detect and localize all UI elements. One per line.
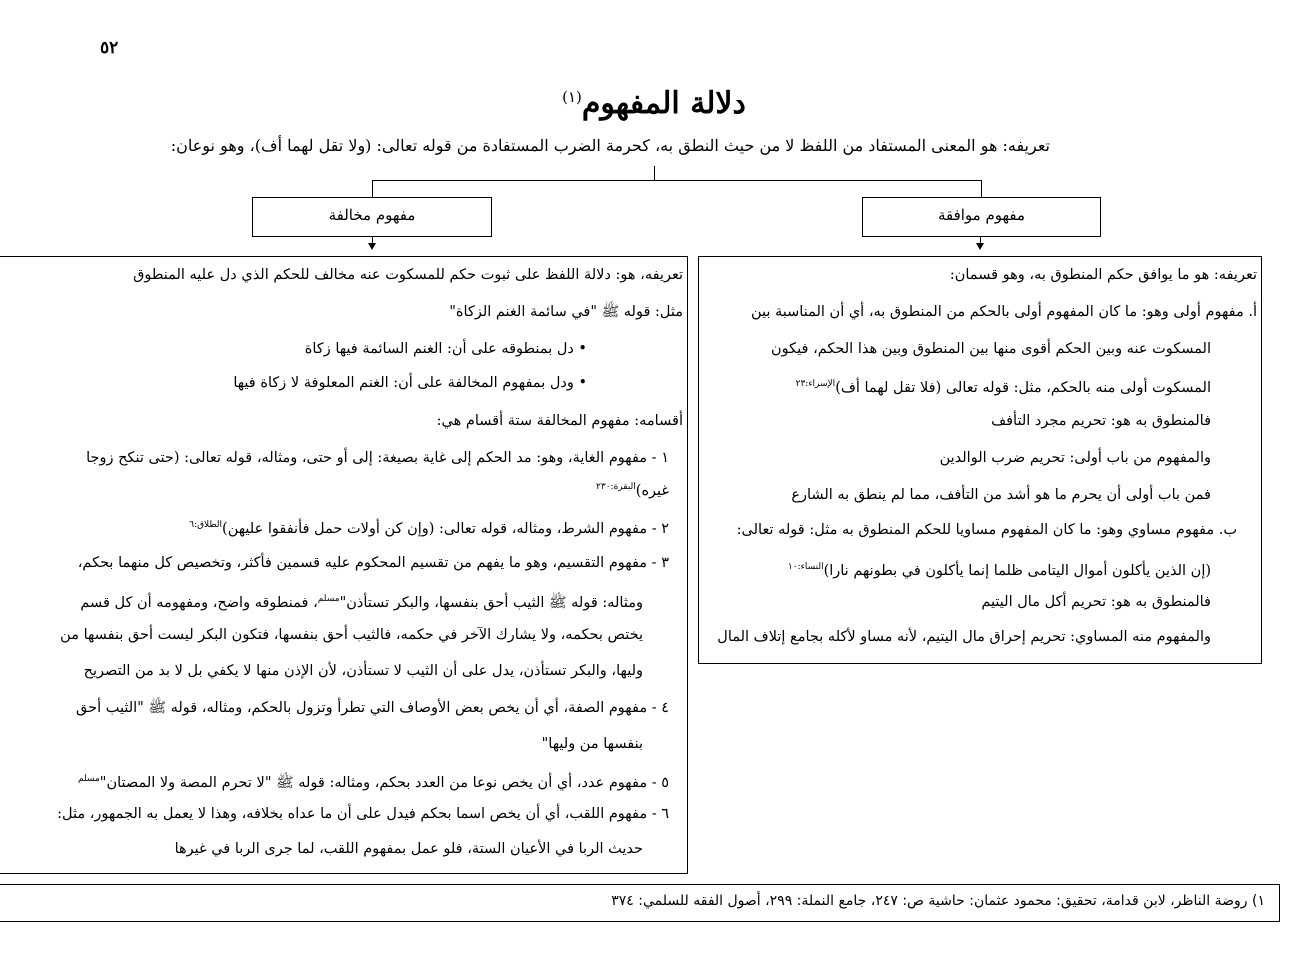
page-number: ٥٢ (100, 38, 119, 58)
mukhalafa-line: غيره)$^{البقرة:٢٣٠}$ (596, 482, 669, 499)
muwafaqa-line: المسكوت أولى منه بالحكم، مثل: قوله تعالى (فلا تقل لهما أف)$^{الإسراء:٢٣}$ (795, 379, 1211, 396)
mukhalafa-header-box (252, 197, 492, 237)
mukhalafa-line: يختص بحكمه، ولا يشارك الآخر في حكمه، فالثيب أحق بنفسها، فتكون البكر ليست أحق بنفسها من (60, 627, 643, 643)
mukhalafa-line: ١ - مفهوم الغاية، وهو: مد الحكم إلى غاية بصيغة: إلى أو حتى، ومثاله، قوله تعالى: (حتى تنكح زوجا (86, 450, 669, 466)
muwafaqa-line: ب. مفهوم مساوي وهو: ما كان المفهوم مساويا للحكم المنطوق به مثل: قوله تعالى: (736, 522, 1237, 538)
muwafaqa-panel (698, 256, 1262, 664)
mukhalafa-line: ومثاله: قوله ﷺ الثيب أحق بنفسها، والبكر تستأذن"$^{مسلم}$، فمنطوقه واضح، ومفهومه أن كل قسم (80, 594, 643, 611)
muwafaqa-header-box (862, 197, 1101, 237)
muwafaqa-header-label: مفهوم موافقة (937, 206, 1026, 224)
page-title (0, 86, 1308, 121)
mukhalafa-arrow-icon (368, 243, 376, 250)
mukhalafa-bullet: • دل بمنطوقه على أن: الغنم السائمة فيها زكاة (304, 341, 587, 357)
muwafaqa-line: والمفهوم من باب أولى: تحريم ضرب الوالدين (939, 450, 1211, 466)
title-text: دلالة المفهوم (581, 86, 746, 121)
mukhalafa-line: ٤ - مفهوم الصفة، أي أن يخص بعض الأوصاف التي تطرأ وتزول بالحكم، ومثاله، قوله ﷺ "الثيب أحق (76, 700, 669, 716)
connector-stem (654, 166, 655, 180)
footnote-box (0, 884, 1280, 922)
muwafaqa-line: أ. مفهوم أولى وهو: ما كان المفهوم أولى بالحكم من المنطوق به، أي أن المناسبة بين (750, 304, 1257, 320)
mukhalafa-line: ٣ - مفهوم التقسيم، وهو ما يفهم من تقسيم المحكوم عليه قسمين فأكثر، وتخصيص كل منهما بحكم، (77, 555, 669, 571)
muwafaqa-line: فمن باب أولى أن يحرم ما هو أشد من التأفف، مما لم ينطق به الشارع (791, 487, 1211, 503)
muwafaqa-line: تعريفه: هو ما يوافق حكم المنطوق به، وهو قسمان: (949, 267, 1257, 283)
mukhalafa-line: تعريفه، هو: دلالة اللفظ على ثبوت حكم للمسكوت عنه مخالف للحكم الذي دل عليه المنطوق (133, 267, 683, 283)
connector-bar (372, 180, 982, 181)
muwafaqa-arrow-icon (976, 243, 984, 250)
mukhalafa-line: ٢ - مفهوم الشرط، ومثاله، قوله تعالى: (وإن كن أولات حمل فأنفقوا عليهن)$^{الطلاق:٦}$ (189, 520, 669, 537)
mukhalafa-header-label: مفهوم مخالفة (328, 206, 416, 224)
muwafaqa-line: المسكوت عنه وبين الحكم أقوى منها بين المنطوق وبين هذا الحكم، فيكون (771, 341, 1211, 357)
muwafaqa-line: فالمنطوق به هو: تحريم أكل مال اليتيم (981, 594, 1211, 610)
mukhalafa-line: ٦ - مفهوم اللقب، أي أن يخص اسما بحكم فيدل على أن ما عداه بخلافه، وهذا لا يعمل به الجمهور، مثل: (57, 806, 669, 822)
mukhalafa-line: أقسامه: مفهوم المخالفة ستة أقسام هي: (436, 413, 683, 429)
footnote-text: ١) روضة الناظر، لابن قدامة، تحقيق: محمود عثمان: حاشية ص: ٢٤٧، جامع النملة: ٢٩٩، أصول الفقه للسلمي: ٣٧٤ (611, 893, 1265, 909)
connector-right-drop (981, 180, 982, 197)
mukhalafa-line: حديث الربا في الأعيان الستة، فلو عمل بمفهوم اللقب، لما جرى الربا في غيرها (174, 841, 643, 857)
mukhalafa-line: مثل: قوله ﷺ "في سائمة الغنم الزكاة" (449, 304, 683, 320)
muwafaqa-line: والمفهوم منه المساوي: تحريم إحراق مال اليتيم، لأنه مساو لأكله بجامع إتلاف المال (717, 629, 1211, 645)
title-footnote-ref: (١) (562, 88, 582, 106)
muwafaqa-line: (إن الذين يأكلون أموال اليتامى ظلما إنما يأكلون في بطونهم نارا)$^{النساء:١٠}$ (787, 562, 1211, 579)
mukhalafa-line: ٥ - مفهوم عدد، أي أن يخص نوعا من العدد بحكم، ومثاله: قوله ﷺ "لا تحرم المصة ولا المصتان"$^{مسلم}$ (77, 774, 669, 791)
mukhalafa-panel (0, 256, 688, 874)
muwafaqa-line: فالمنطوق به هو: تحريم مجرد التأفف (991, 413, 1211, 429)
mukhalafa-line: بنفسها من وليها" (541, 736, 643, 752)
intro-definition: تعريفه: هو المعنى المستفاد من اللفظ لا من حيث النطق به، كحرمة الضرب المستفادة من قوله تعالى: (ولا تقل لهما أف)، وهو نوعان: (170, 136, 1050, 155)
connector-left-drop (372, 180, 373, 197)
mukhalafa-line: وليها، والبكر تستأذن، يدل على أن الثيب لا تستأذن، لأن الإذن منها لا يكفي بل لا بد من التصريح (83, 663, 643, 679)
mukhalafa-bullet: • ودل بمفهوم المخالفة على أن: الغنم المعلوفة لا زكاة فيها (233, 375, 587, 391)
